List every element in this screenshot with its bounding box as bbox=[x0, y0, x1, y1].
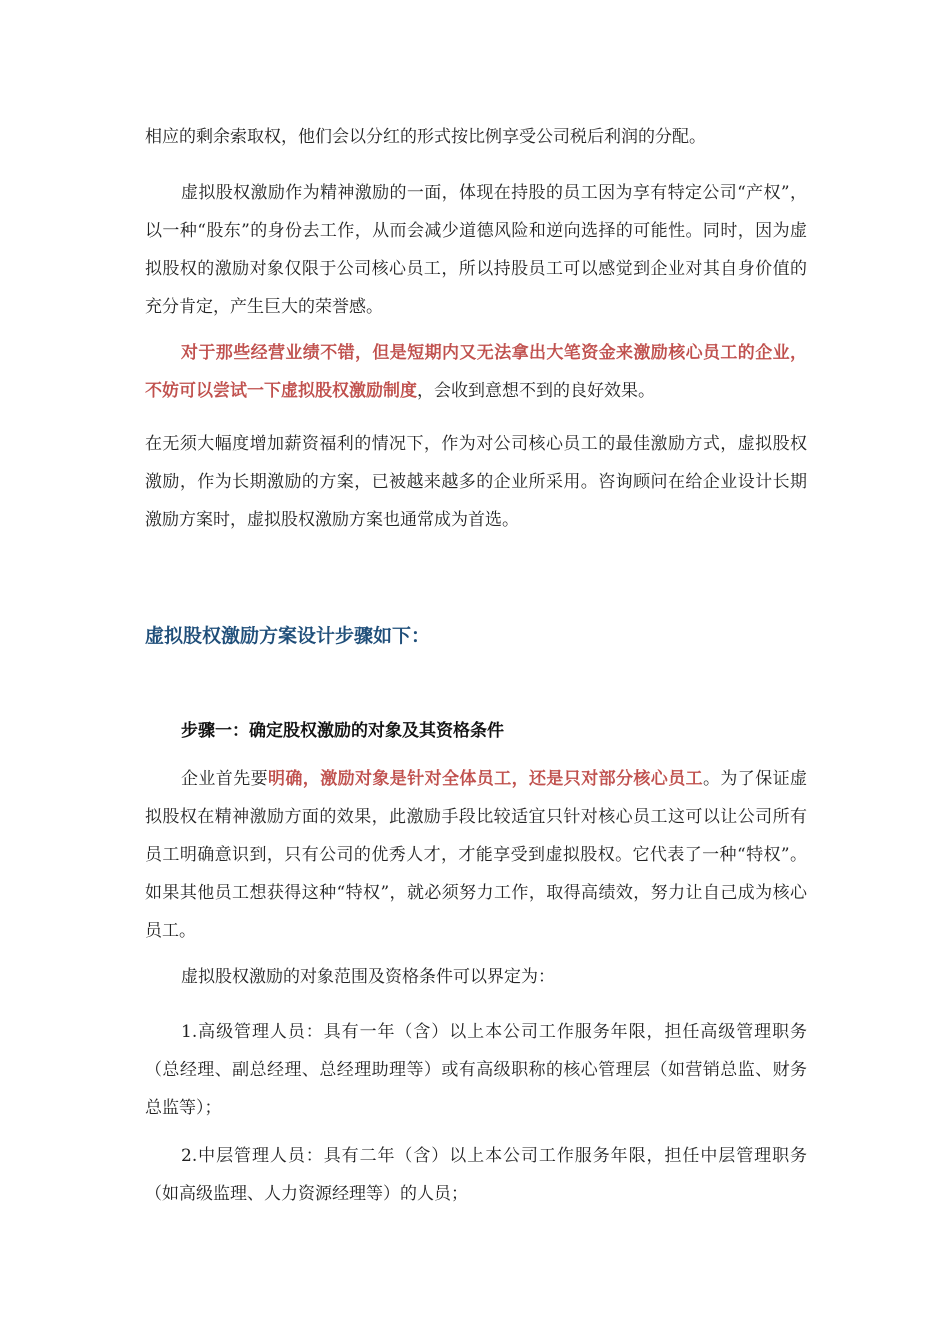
list-item-senior-management: 1.高级管理人员：具有一年（含）以上本公司工作服务年限，担任高级管理职务（总经理、副总经理、总经理助理等）或有高级职称的核心管理层（如营销总监、财务总监等）； bbox=[145, 1022, 807, 1118]
paragraph-scope-intro: 虚拟股权激励的对象范围及资格条件可以界定为： bbox=[181, 967, 555, 987]
paragraph-recommendation bbox=[145, 334, 807, 410]
paragraph-residual-claim: 相应的剩余索取权，他们会以分红的形式按比例享受公司税后利润的分配。 bbox=[145, 127, 706, 147]
recommendation-tail: ，会收到意想不到的良好效果。 bbox=[417, 381, 655, 401]
highlight-target: 明确，激励对象是针对全体员工，还是只对部分核心员工 bbox=[268, 769, 703, 789]
paragraph-long-term-incentive: 在无须大幅度增加薪资福利的情况下，作为对公司核心员工的最佳激励方式，虚拟股权激励，作为长期激励的方案，已被越来越多的企业所采用。咨询顾问在给企业设计长期激励方案时，虚拟股权激励方案也通常成为首选。 bbox=[145, 434, 807, 530]
step1-title: 步骤一：确定股权激励的对象及其资格条件 bbox=[181, 721, 504, 741]
paragraph-incentive-target bbox=[145, 760, 807, 950]
target-intro: 企业首先要 bbox=[181, 769, 268, 789]
target-rest: 。为了保证虚拟股权在精神激励方面的效果，此激励手段比较适宜只针对核心员工这可以让公司所有员工明确意识到，只有公司的优秀人才，才能享受到虚拟股权。它代表了一种“特权”。如果其他员工想获得这种“特权”，就必须努力工作，取得高绩效，努力让自己成为核心员工。 bbox=[145, 769, 807, 941]
section-heading: 虚拟股权激励方案设计步骤如下： bbox=[145, 625, 431, 647]
list-item-middle-management: 2.中层管理人员：具有二年（含）以上本公司工作服务年限，担任中层管理职务（如高级监理、人力资源经理等）的人员； bbox=[145, 1146, 807, 1204]
highlight-recommendation: 对于那些经营业绩不错，但是短期内又无法拿出大笔资金来激励核心员工的企业，不妨可以尝试一下虚拟股权激励制度 bbox=[145, 343, 807, 401]
paragraph-spiritual-incentive: 虚拟股权激励作为精神激励的一面，体现在持股的员工因为享有特定公司“产权”，以一种“股东”的身份去工作，从而会减少道德风险和逆向选择的可能性。同时，因为虚拟股权的激励对象仅限于公司核心员工，所以持股员工可以感觉到企业对其自身价值的充分肯定，产生巨大的荣誉感。 bbox=[145, 183, 807, 317]
